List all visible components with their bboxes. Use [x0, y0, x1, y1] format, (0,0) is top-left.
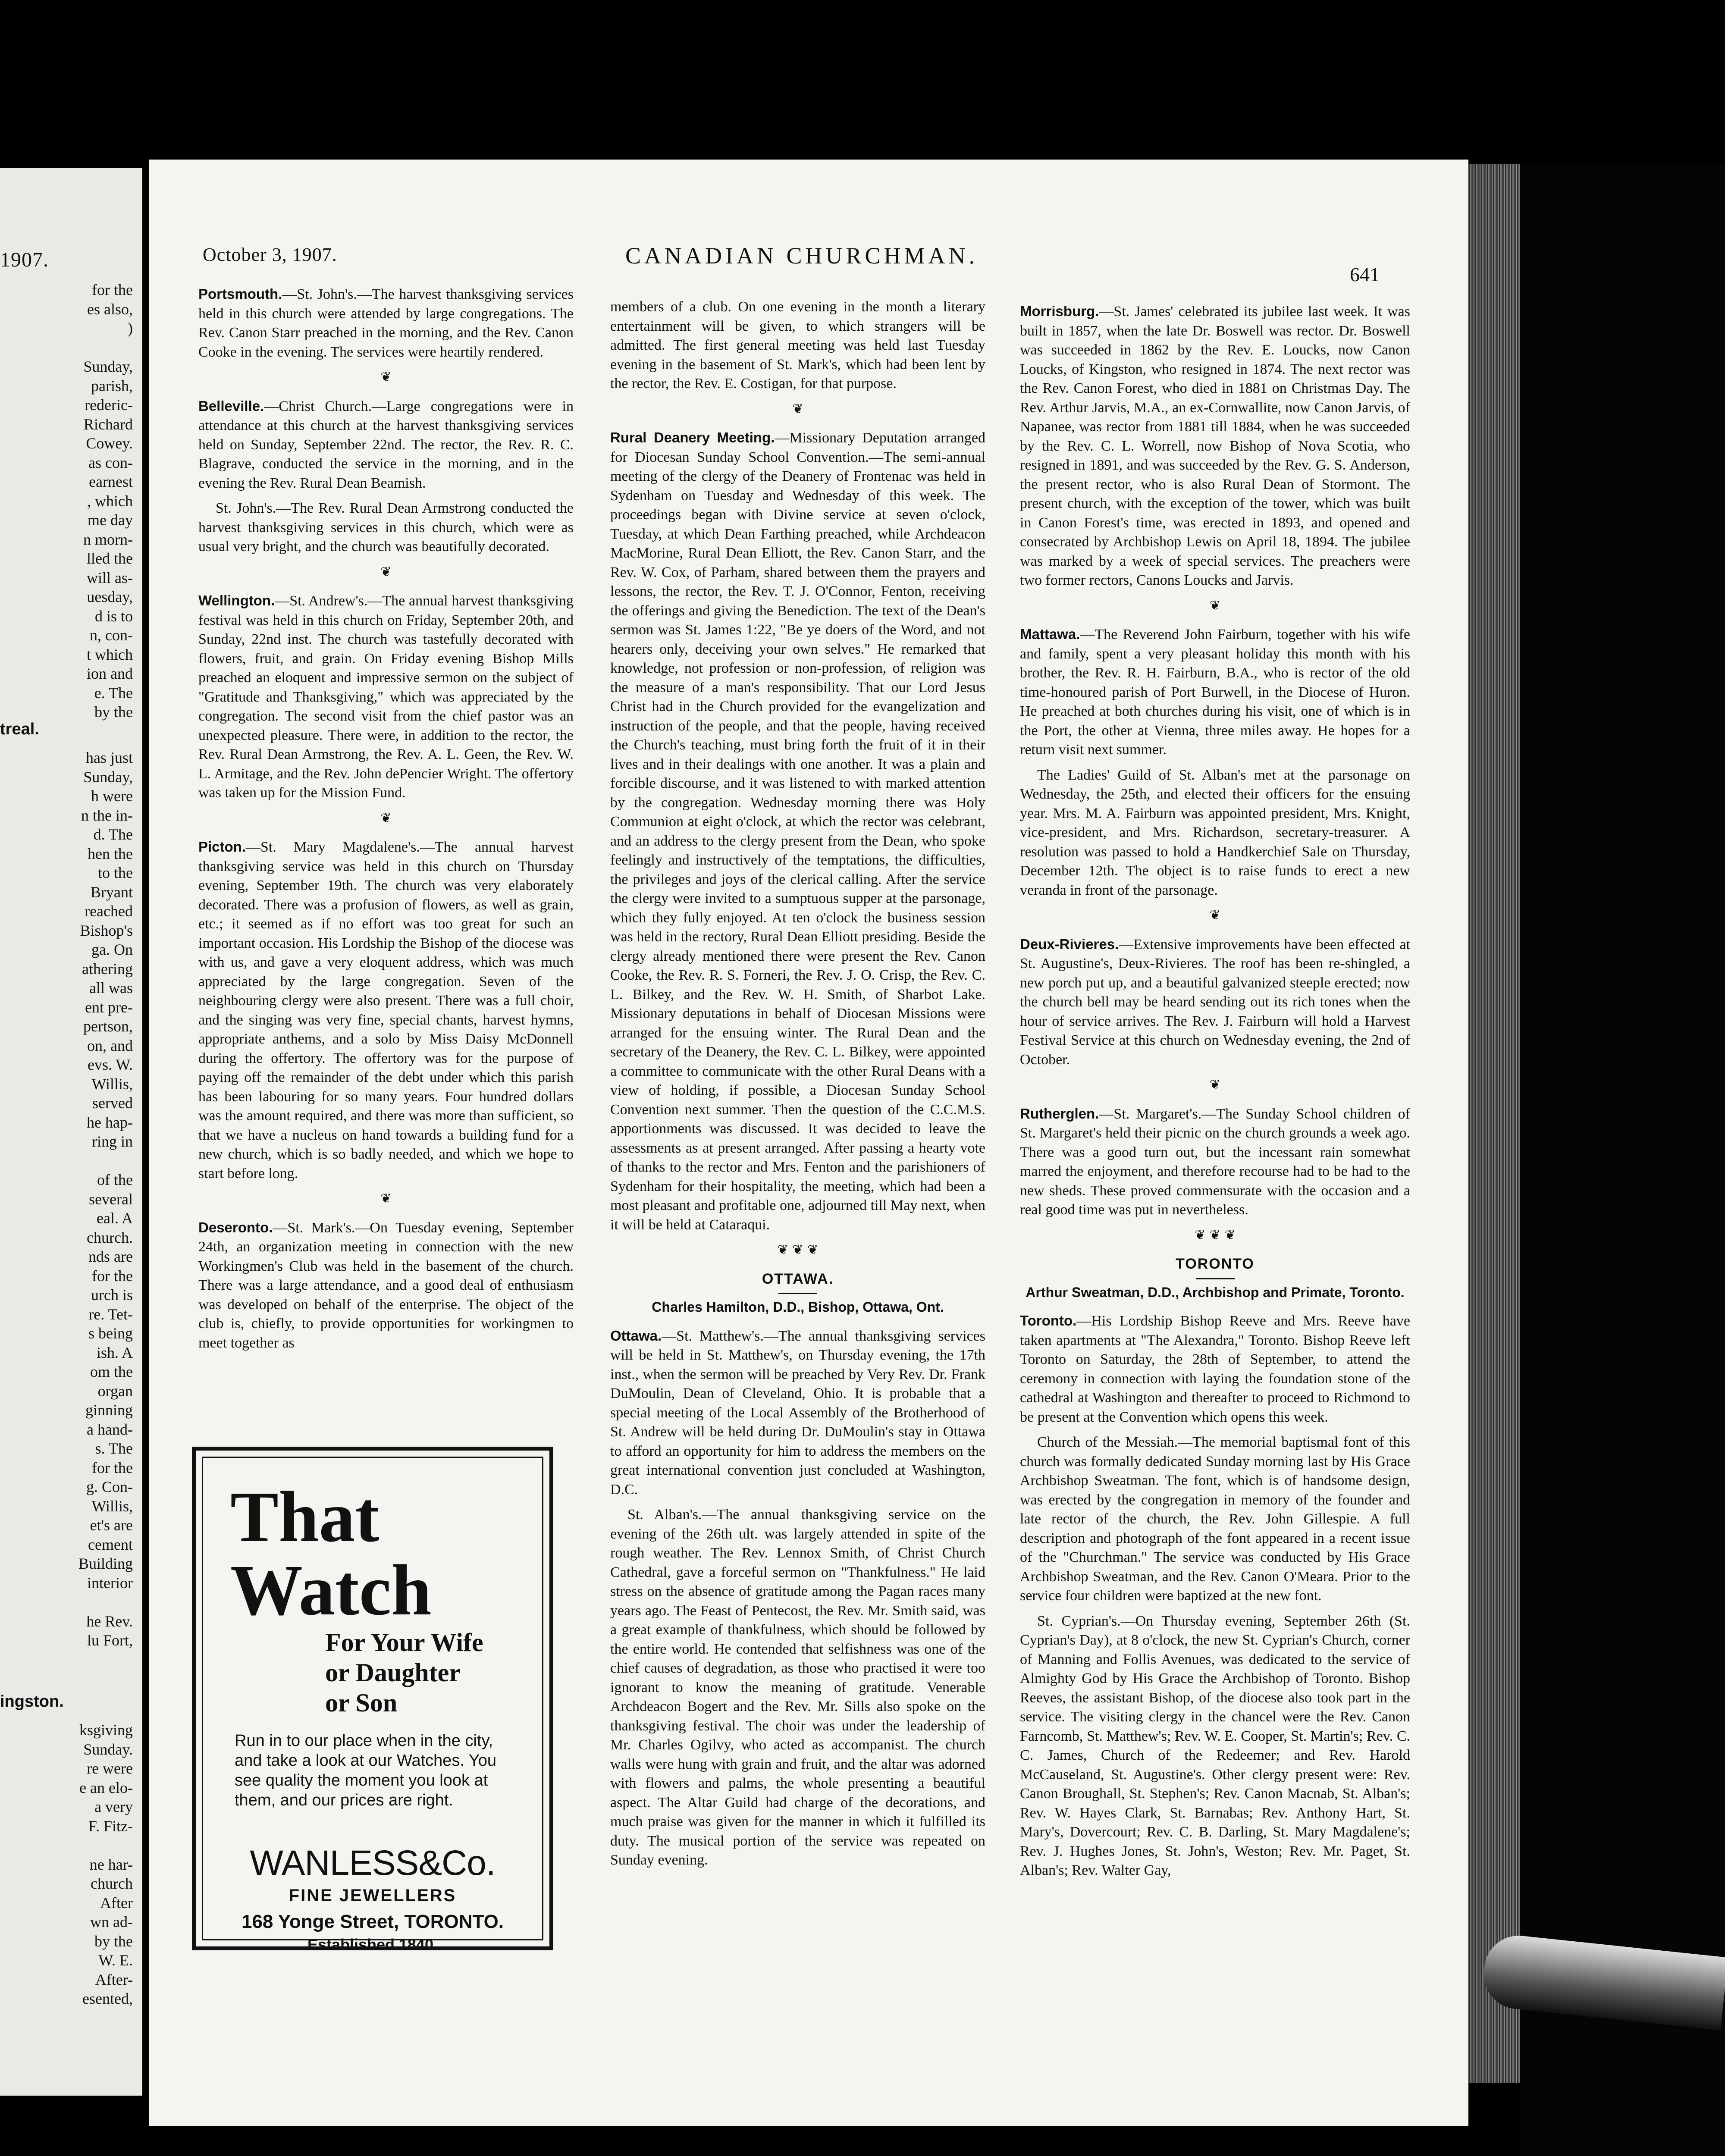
previous-page-heading-montreal: treal. [0, 720, 39, 738]
article-deseronto-continued: members of a club. On one evening in the month a literary entertainment will be given, to which strangers will be admitted. The first general meeting was held last Tuesday evening in the basement of St. Mark's, which had been lent by the rector, the Rev. E. Costigan, for that purpose. [610, 299, 985, 392]
previous-page-line: parish, [91, 377, 133, 395]
article-toronto: Toronto.—His Lordship Bishop Reeve and Mrs. Reeve have taken apartments at "The Alexandra," Toronto. Bishop Reeve left Toronto on Saturday, the 28th of September, to attend the ceremony in connection with laying the foundation stone of the cathedral at Washington and thereafter to proceed to Richmond to be present at the Convention which opens this week. [1020, 1313, 1410, 1425]
previous-page-line: ish. A [96, 1344, 133, 1361]
previous-page-line: hen the [88, 845, 133, 862]
previous-page-heading-kingston: ingston. [0, 1692, 64, 1711]
previous-page-line: Bishop's [80, 921, 133, 939]
previous-page-line: e an elo- [79, 1779, 133, 1796]
previous-page-line: eal. A [97, 1210, 133, 1227]
previous-page-line: urch is [91, 1286, 133, 1304]
previous-page-line: by the [94, 703, 133, 721]
previous-page-line: for the [92, 281, 133, 298]
previous-page-line: for the [92, 1267, 133, 1285]
previous-page-fragments-c [3, 1720, 133, 2009]
previous-page-line: Sunday, [83, 358, 133, 375]
article-ottawa-st-albans: St. Alban's.—The annual thanksgiving service on the evening of the 26th ult. was largely attended in spite of the rough weather. The Rev. Lennox Smith, of Christ Church Cathedral, gave a forceful sermon on "Thankfulness." He laid stress on the absence of gratitude among the Pagan races many years ago. The Feast of Pentecost, the Rev. Mr. Smith said, was a great example of thankfulness, which should be followed by the entire world. He contended that selfishness was one of the chief causes of degradation, as those who practised it were too ignorant to know the meaning of gratitude. Venerable Archdeacon Bogert and the Rev. Mr. Sills also spoke on the thanksgiving festival. The choir was under the leadership of Mr. Charles Ogilvy, who acted as accompanist. The church walls were hung with grain and fruit, and the altar was adorned with flowers and palms, the whole presenting a beautiful aspect. The Altar Guild had charge of the decorations, and much praise was given for the manner in which it fulfilled its duty. The musical portion of the service was repeated on Sunday evening. [610, 1507, 985, 1868]
newspaper-page [149, 160, 1468, 2126]
ornament-triple-icon: ❦ ❦ ❦ [1195, 1227, 1236, 1243]
previous-page-line: earnest [89, 473, 133, 490]
previous-page-line: of the [97, 1171, 133, 1188]
previous-page-line: re were [87, 1760, 133, 1777]
previous-page-line: s. The [95, 1440, 133, 1457]
previous-page-line: ent pre- [85, 998, 133, 1016]
binding-shadow [1520, 164, 1725, 2156]
previous-page-line: ion and [87, 665, 133, 682]
ornament-triple-icon: ❦ ❦ ❦ [777, 1242, 819, 1257]
section-heading-toronto: TORONTO [1176, 1256, 1255, 1272]
previous-page-line: a very [94, 1798, 133, 1815]
ad-address: 168 Yonge Street, TORONTO. [241, 1911, 504, 1932]
previous-page-line [3, 1151, 133, 1171]
book-binding [1468, 164, 1520, 2083]
column-1 [198, 285, 574, 1359]
previous-page-line: for the [92, 1459, 133, 1476]
previous-page-line: et's are [90, 1517, 133, 1534]
previous-page-line [3, 1836, 133, 1855]
article-rural-deanery: Rural Deanery Meeting.—Missionary Deputation arranged for Diocesan Sunday School Convention.—The semi-annual meeting of the clergy of the Deanery of Frontenac was held in Sydenham on Tuesday and Wednesday of this week. The proceedings began with Divine service at seven o'clock, Tuesday, at which Dean Farthing preached, while Archdeacon MacMorine, Rural Dean Elliott, the Rev. Canon Starr, and the Rev. W. Cox, of Parham, shared between them the prayers and lessons, the rector, the Rev. T. J. O'Connor, Fenton, receiving the offerings and giving the Benediction. The text of the Dean's sermon was St. James 1:22, "Be ye doers of the Word, and not hearers only, deceiving your own selves." He remarked that knowledge, not profession or non-profession, of religion was the measure of a man's responsibility. That our Lord Jesus Christ had in the Church provided for the evangelization and instruction of the people, and that the people, having received the Church's teaching, must bring forth the fruit of it in their lives and in their dealings with one another. It was a plain and forcible discourse, and it was listened to with marked attention by the congregation. Wednesday morning there was Holy Communion at eight o'clock, at which the rector was celebrant, and an address to the clergy present from the Dean, who spoke feelingly and instructively of the temptations, the difficulties, the privileges and joys of the clerical calling. After the service the clergy were invited to a sumptuous supper at the parsonage, which they fully enjoyed. At ten o'clock the business session was held in the rectory, Rural Dean Elliott presiding. Beside the clergy already mentioned there were present the Rev. Canon Cooke, the Rev. R. S. Forneri, the Rev. J. O. Crisp, the Rev. C. L. Bilkey, and the Rev. W. H. Smith, of Sharbot Lake. Missionary deputations in behalf of Diocesan Missions were arranged for the ensuing winter. The Rural Dean and the secretary of the Deanery, the Rev. C. L. Bilkey, were appointed a committee to communicate with the other Rural Deans with a view of holding, if possible, a Diocesan Sunday School Convention next summer. Then the question of the C.C.M.S. apportionments was discussed. It was decided to leave the assessments as at present arranged. After passing a hearty vote of thanks to the rector and Mrs. Fenton and the parishioners of Sydenham for their hospitality, the meeting, which had been a most pleasant and profitable one, adjourned till May next, when it will be held at Cataraqui. [610, 429, 985, 1233]
ornament-icon: ❦ [792, 401, 803, 417]
previous-page-line: Bryant [91, 883, 133, 901]
previous-page-line: to the [98, 864, 133, 881]
publication-title: CANADIAN CHURCHMAN. [625, 243, 979, 269]
previous-page-line: n, con- [90, 627, 133, 644]
previous-page-line: he hap- [87, 1113, 133, 1131]
previous-page-year: 1907. [0, 248, 49, 271]
ad-subhead-daughter: or Daughter [325, 1658, 461, 1687]
previous-page-fragments-b [3, 748, 133, 1650]
previous-page-line: evs. W. [87, 1056, 133, 1073]
previous-page-line: as con- [88, 454, 133, 471]
previous-page-line: lu Fort, [87, 1632, 133, 1649]
article-mattawa: Mattawa.—The Reverend John Fairburn, together with his wife and family, spent a very pleasant holiday this month with his brother, the Rev. R. H. Fairburn, B.A., who is rector of the old time-honoured parish of Port Burwell, in the Diocese of Huron. He preached at both churches during his visit, one of which is in the Port, the other at Vienna, three miles away. He hopes for a return visit next summer. [1020, 626, 1410, 758]
previous-page-line: d is to [94, 607, 133, 625]
previous-page-line: church. [87, 1228, 133, 1246]
ornament-icon: ❦ [380, 810, 392, 826]
previous-page-line: e. The [94, 684, 133, 702]
article-morrisburg: Morrisburg.—St. James' celebrated its jubilee last week. It was built in 1857, when the late Dr. Boswell was rector. Dr. Boswell was succeeded in 1862 by the Rev. E. Loucks, now Canon Loucks, of Kingston, who resigned in 1874. The next rector was the Rev. Canon Forest, who died in 1881 on Christmas Day. The Rev. Arthur Jarvis, M.A., an ex-Cornwallite, now Canon Jarvis, of Napanee, was rector from 1881 till 1884, when he was succeeded by the Rev. C. L. Worrell, now Bishop of Nova Scotia, who resigned in 1891, and was succeeded by the Rev. G. S. Anderson, the present rector, who is also Rural Dean of Stormont. The present church, with the exception of the tower, which was built in Canon Forest's time, was erected in 1893, and opened and consecrated by Archbishop Lewis on April 18, 1894. The jubilee was marked by a week of special services. The preachers were two former rectors, Canons Loucks and Jarvis. [1020, 303, 1410, 588]
previous-page-line: After [100, 1894, 133, 1912]
ornament-icon: ❦ [1209, 598, 1221, 613]
previous-page-line: n morn- [83, 530, 133, 548]
ornament-icon: ❦ [1209, 908, 1221, 923]
previous-page-line: nds are [88, 1248, 133, 1265]
previous-page-line: n the in- [81, 806, 133, 824]
previous-page-line: Cowey. [86, 435, 133, 452]
previous-page-line: uesday, [87, 588, 133, 605]
previous-page-line: s being [88, 1325, 133, 1342]
previous-page-line: ga. On [91, 941, 133, 958]
previous-page-line: on, and [87, 1037, 133, 1054]
article-wellington: Wellington.—St. Andrew's.—The annual harvest thanksgiving festival was held in this church on Friday, September 20th, and Sunday, 22nd inst. The church was tastefully decorated with flowers, fruit, and grain. On Friday evening Bishop Mills preached an eloquent and impressive sermon on the subject of "Gratitude and Thanksgiving," which was appreciated by the congregation. The second visit from the chief pastor was an unexpected pleasure. There were, in addition to the rector, the Rev. Rural Dean Armstrong, the Rev. A. L. Geen, the Rev. W. L. Armitage, and the Rev. John dePencier Wright. The offertory was taken up for the Mission Fund. [198, 592, 574, 801]
column-2 [610, 298, 985, 1876]
previous-page-line: Willis, [91, 1075, 133, 1093]
previous-page-line: , which [87, 492, 133, 510]
ornament-icon: ❦ [380, 370, 392, 385]
section-rule [1196, 1278, 1235, 1279]
previous-page-line: Building [78, 1555, 133, 1572]
previous-page-line: Sunday. [83, 1740, 133, 1758]
previous-page-line: d. The [93, 826, 133, 843]
previous-page-line: ksgiving [79, 1721, 133, 1739]
previous-page-line: esented, [82, 1990, 133, 2007]
previous-page-line: wn ad- [90, 1913, 133, 1930]
previous-page-line: lled the [87, 550, 133, 567]
ad-headline-watch: Watch [230, 1550, 432, 1630]
ornament-icon: ❦ [380, 564, 392, 580]
ad-firm-name: WANLESS&Co. [250, 1843, 496, 1883]
article-mattawa-ladies-guild: The Ladies' Guild of St. Alban's met at the parsonage on Wednesday, the 25th, and elected their officers for the ensuing year. Mrs. M. A. Fairburn was appointed president, Mrs. Knight, vice-president, and Mrs. Richardson, secretary-treasurer. A resolution was passed to hold a Handkerchief Sale on Thursday, December 12th. The object is to raise funds to erect a new veranda in front of the parsonage. [1020, 767, 1410, 898]
previous-page-line: ) [128, 320, 133, 337]
watch-advertisement [192, 1447, 553, 1953]
previous-page-line: es also, [87, 300, 133, 318]
previous-page-line: organ [97, 1382, 133, 1400]
previous-page-line: ginning [85, 1401, 133, 1419]
ad-body-text: Run in to our place when in the city, and take a look at our Watches. You see quality the moment you look at them, and our prices are right. [235, 1732, 496, 1809]
ad-subhead-wife: For Your Wife [325, 1628, 483, 1657]
previous-page-line: all was [89, 979, 133, 997]
previous-page-line: will as- [87, 569, 133, 586]
previous-page-line: pertson, [83, 1018, 133, 1035]
previous-page-line: church [91, 1875, 133, 1892]
article-picton: Picton.—St. Mary Magdalene's.—The annual harvest thanksgiving service was held in this church on Thursday evening, September 19th. The church was very elaborately decorated. There was a profusion of flowers, as well as grain, etc.; it seemed as if no effort was too great for such an important occasion. His Lordship the Bishop of the diocese was with us, and gave a very eloquent address, which was much appreciated by the large congregation. Seven of the neighbouring clergy were also present. There was a full choir, and the singing was very fine, special chants, harvest hymns, appropriate anthems, and a solo by Miss Daisy McDonnell during the offertory. The offertory was for the purpose of paying off the remainder of the debt under which this parish has been labouring for so many years. Four hundred dollars was the amount required, and there was more than sufficient, so that we have a nucleus on hand towards a building fund for a new church, which is so badly needed, and which we hope to start before long. [198, 839, 574, 1181]
previous-page-line: ring in [92, 1133, 133, 1150]
issue-date: October 3, 1907. [203, 244, 337, 265]
previous-page-line: Willis, [91, 1497, 133, 1515]
previous-page-line: g. Con- [86, 1478, 133, 1495]
previous-page-edge [0, 168, 142, 2096]
previous-page-line [3, 1592, 133, 1612]
bishop-line-ottawa: Charles Hamilton, D.D., Bishop, Ottawa, Ont. [652, 1299, 944, 1315]
article-church-of-the-messiah: Church of the Messiah.—The memorial baptismal font of this church was formally dedicated Sunday morning last by His Grace Archbishop Sweatman. The font, which is of handsome design, was erected by the congregation in memory of the founder and late rector of the church, the Rev. John Gillespie. A full description and photograph of the font appeared in a recent issue of the "Churchman." The service was conducted by His Grace Archbishop Sweatman, and the Rev. Canon O'Meara. Prior to the service four children were baptized at the new font. [1020, 1434, 1410, 1604]
section-rule [778, 1293, 817, 1294]
previous-page-line: h were [91, 787, 133, 805]
ornament-icon: ❦ [380, 1191, 392, 1206]
article-rutherglen: Rutherglen.—St. Margaret's.—The Sunday School children of St. Margaret's held their picnic on the church grounds a week ago. There was a good turn out, but the incessant rain somewhat marred the enjoyment, and therefore recourse had to be had to the new sheds. These proved commensurate with the occasion and a real good time was put in nevertheless. [1020, 1105, 1410, 1218]
article-ottawa-st-matthews: Ottawa.—St. Matthew's.—The annual thanksgiving services will be held in St. Matthew's, on Thursday evening, the 17th inst., when the sermon will be preached by Very Rev. Dr. Frank DuMoulin, Dean of Cleveland, Ohio. It is probable that a special meeting of the Local Assembly of the Brotherhood of St. Andrew will be held during Dr. DuMoulin's stay in Ottawa to afford an opportunity for him to address the members on the great international convention just concluded at Washington, D.C. [610, 1327, 985, 1498]
previous-page-line: has just [85, 749, 133, 766]
page-number: 641 [1350, 263, 1380, 285]
previous-page-line: cement [88, 1536, 133, 1553]
previous-page-line: F. Fitz- [88, 1817, 133, 1835]
bishop-line-toronto: Arthur Sweatman, D.D., Archbishop and Primate, Toronto. [1026, 1284, 1405, 1300]
previous-page-line: me day [88, 511, 133, 529]
article-belleville: Belleville.—Christ Church.—Large congregations were in attendance at this church at the harvest thanksgiving services held on Sunday, September 22nd. The rector, the Rev. R. C. Blagrave, conducted the service in the morning, and in the evening the Rev. Rural Dean Beamish. [198, 398, 574, 491]
ornament-icon: ❦ [1209, 1077, 1221, 1092]
ad-trade: FINE JEWELLERS [289, 1886, 457, 1905]
article-deux-rivieres: Deux-Rivieres.—Extensive improvements have been effected at St. Augustine's, Deux-Rivieres. The roof has been re-shingled, a new porch put up, and a beautiful galvanized steeple erected; now the church bell may be heard sending out its rich tones when the hour of service arrives. The Rev. J. Fairburn will hold a Harvest Festival Service at this church on Wednesday evening, the 2nd of October. [1020, 936, 1410, 1068]
article-st-cyprians: St. Cyprian's.—On Thursday evening, September 26th (St. Cyprian's Day), at 8 o'clock, the new St. Cyprian's Church, corner of Manning and Follis Avenues, was dedicated to the service of Almighty God by His Grace the Archbishop of Toronto. Bishop Reeves, the assistant Bishop, of the diocese also took part in the service. The visiting clergy in the chancel were the Rev. Canon Farncomb, St. Matthew's; Rev. W. E. Cooper, St. Martin's; Rev. C. C. James, Church of the Redeemer; and Rev. Harold McCauseland, St. Augustine's. Other clergy present were: Rev. Canon Broughall, St. Stephen's; Rev. Canon Macnab, St. Alban's; Rev. W. Hayes Clark, St. Barnabas; Rev. Anthony Hart, St. Mary's, Dovercourt; Rev. C. B. Darling, St. Mary Magdalene's; Rev. J. Hughes Jones, St. John's, Weston; Rev. Mr. Paget, St. Alban's; Rev. Walter Gay, [1020, 1613, 1410, 1878]
previous-page-line: After- [95, 1971, 133, 1988]
previous-page-line: re. Tet- [88, 1305, 133, 1323]
previous-page-fragments-a [3, 280, 133, 722]
previous-page-line: several [89, 1190, 133, 1208]
ad-subhead-son: or Son [325, 1689, 398, 1717]
previous-page-line: om the [90, 1363, 133, 1380]
previous-page-line: he Rev. [86, 1612, 133, 1630]
previous-page-line: Sunday, [83, 768, 133, 786]
column-3 [1020, 302, 1410, 1887]
previous-page-line: t which [87, 646, 133, 663]
previous-page-line: ne har- [89, 1855, 133, 1873]
previous-page-line: athering [82, 960, 133, 978]
previous-page-line: a hand- [87, 1420, 133, 1438]
article-portsmouth: Portsmouth.—St. John's.—The harvest thanksgiving services held in this church were attended by large congregations. The Rev. Canon Starr preached in the morning, and the Rev. Canon Cooke in the evening. The services were heartily rendered. [198, 286, 574, 360]
ad-headline-that: That [230, 1477, 380, 1557]
previous-page-line: W. E. [98, 1952, 133, 1969]
article-belleville-st-johns: St. John's.—The Rev. Rural Dean Armstrong conducted the harvest thanksgiving services in this church, which were as usual very bright, and the church was beautifully decorated. [198, 500, 574, 555]
previous-page-line [3, 338, 133, 357]
ad-established: Established 1840. [307, 1936, 438, 1953]
previous-page-line: by the [94, 1932, 133, 1950]
previous-page-line: Richard [84, 415, 133, 433]
previous-page-line: reached [85, 903, 133, 920]
previous-page-line: rederic- [85, 396, 133, 414]
previous-page-line: served [92, 1094, 133, 1112]
section-heading-ottawa: OTTAWA. [762, 1270, 834, 1287]
previous-page-line: interior [87, 1574, 133, 1592]
article-deseronto: Deseronto.—St. Mark's.—On Tuesday evening, September 24th, an organization meeting in connection with the new Workingmen's Club was held in the basement of the church. There was a large attendance, and a good deal of enthusiasm was developed on behalf of the enterprise. The object of the club is, chiefly, to provide opportunities for workingmen to meet together as [198, 1219, 574, 1351]
